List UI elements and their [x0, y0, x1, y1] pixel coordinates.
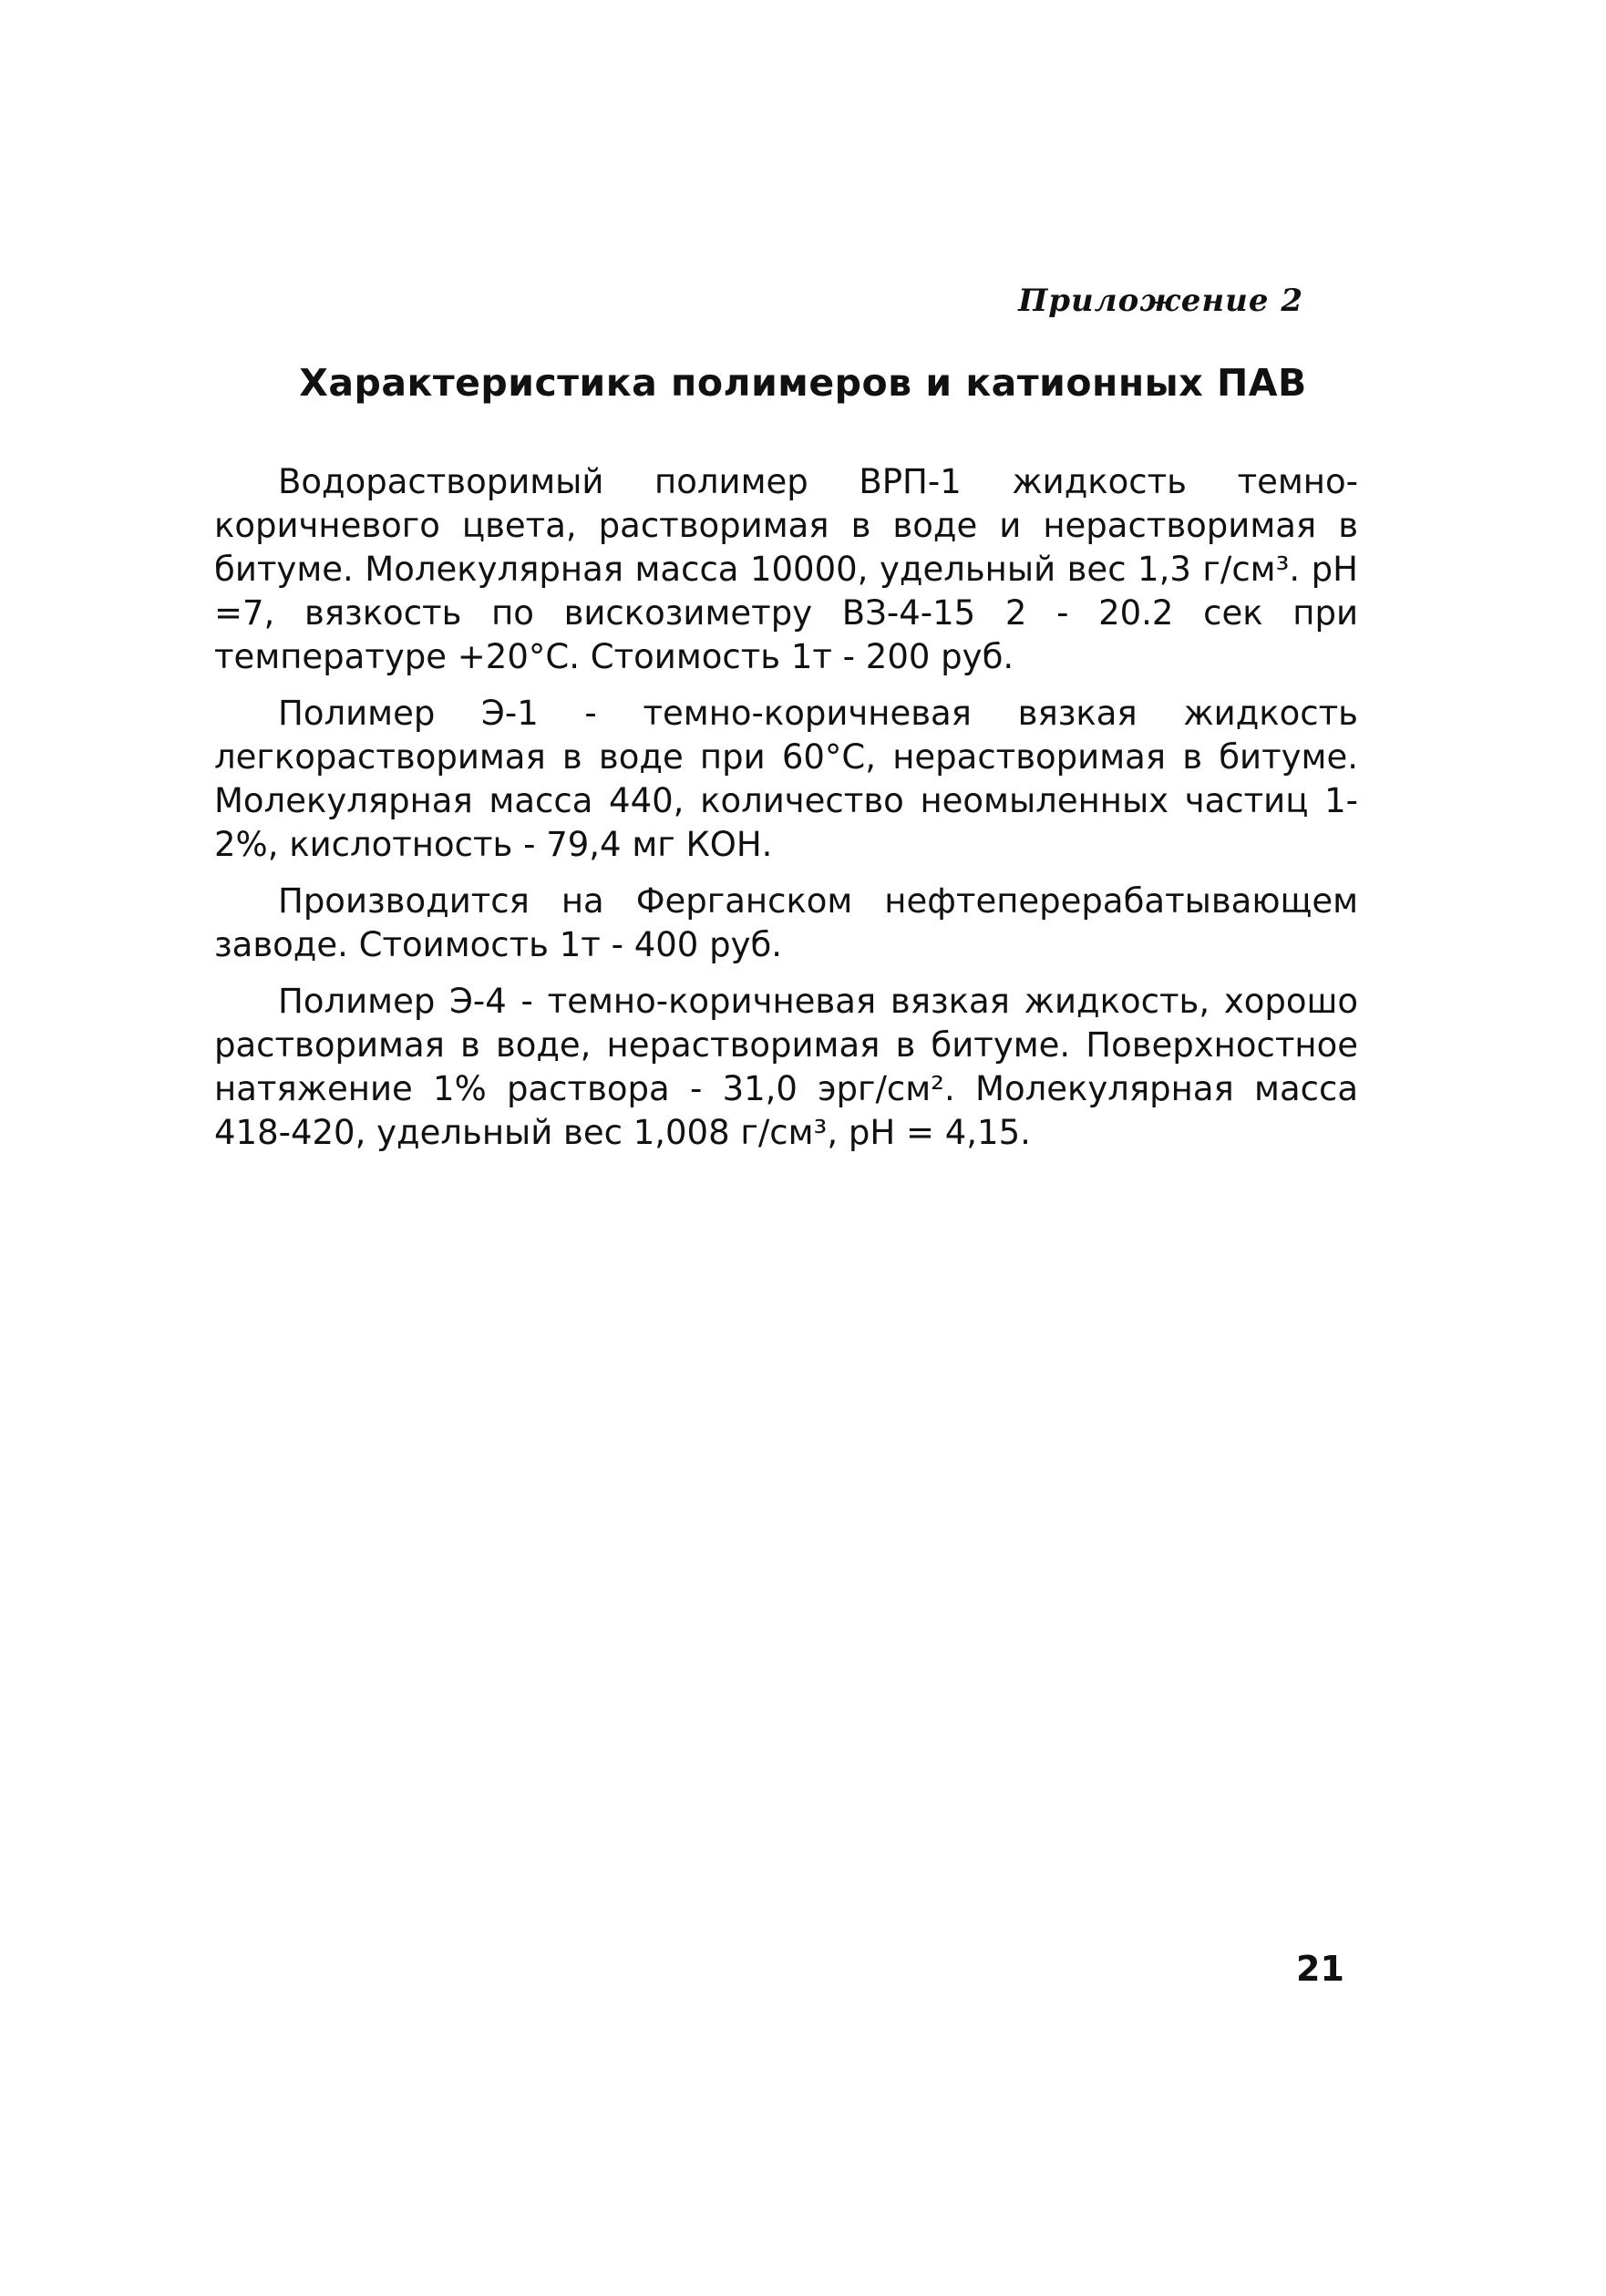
- body-text: [214, 460, 1358, 1168]
- paragraph-e1: Полимер Э-1 - темно-коричневая вязкая жидкость легкорастворимая в воде при 60°С, нерастворимая в битуме. Молекулярная масса 440, количество неомыленных частиц 1-2%, кислотность - 79,4 мг КОН.: [214, 694, 1358, 864]
- paragraph-e4: Полимер Э-4 - темно-коричневая вязкая жидкость, хорошо растворимая в воде, нерастворимая в битуме. Поверхностное натяжение 1% раствора - 31,0 эрг/см². Молекулярная масса 418-420, удельный вес 1,008 г/см³, pH = 4,15.: [214, 982, 1358, 1152]
- page-title: Характеристика полимеров и катионных ПАВ: [299, 361, 1307, 405]
- page-number: 21: [1296, 1949, 1344, 1989]
- appendix-label: Приложение 2: [1018, 283, 1303, 319]
- paragraph-vrp1: Водорастворимый полимер ВРП-1 жидкость темно-коричневого цвета, растворимая в воде и нерастворимая в битуме. Молекулярная масса 10000, удельный вес 1,3 г/см³. pH =7, вязкость по вискозиметру ВЗ-4-15 2 - 20.2 сек при температуре +20°С. Стоимость 1т - 200 руб.: [214, 462, 1358, 676]
- paragraph-fergana: Производится на Ферганском нефтеперерабатывающем заводе. Стоимость 1т - 400 руб.: [214, 881, 1358, 964]
